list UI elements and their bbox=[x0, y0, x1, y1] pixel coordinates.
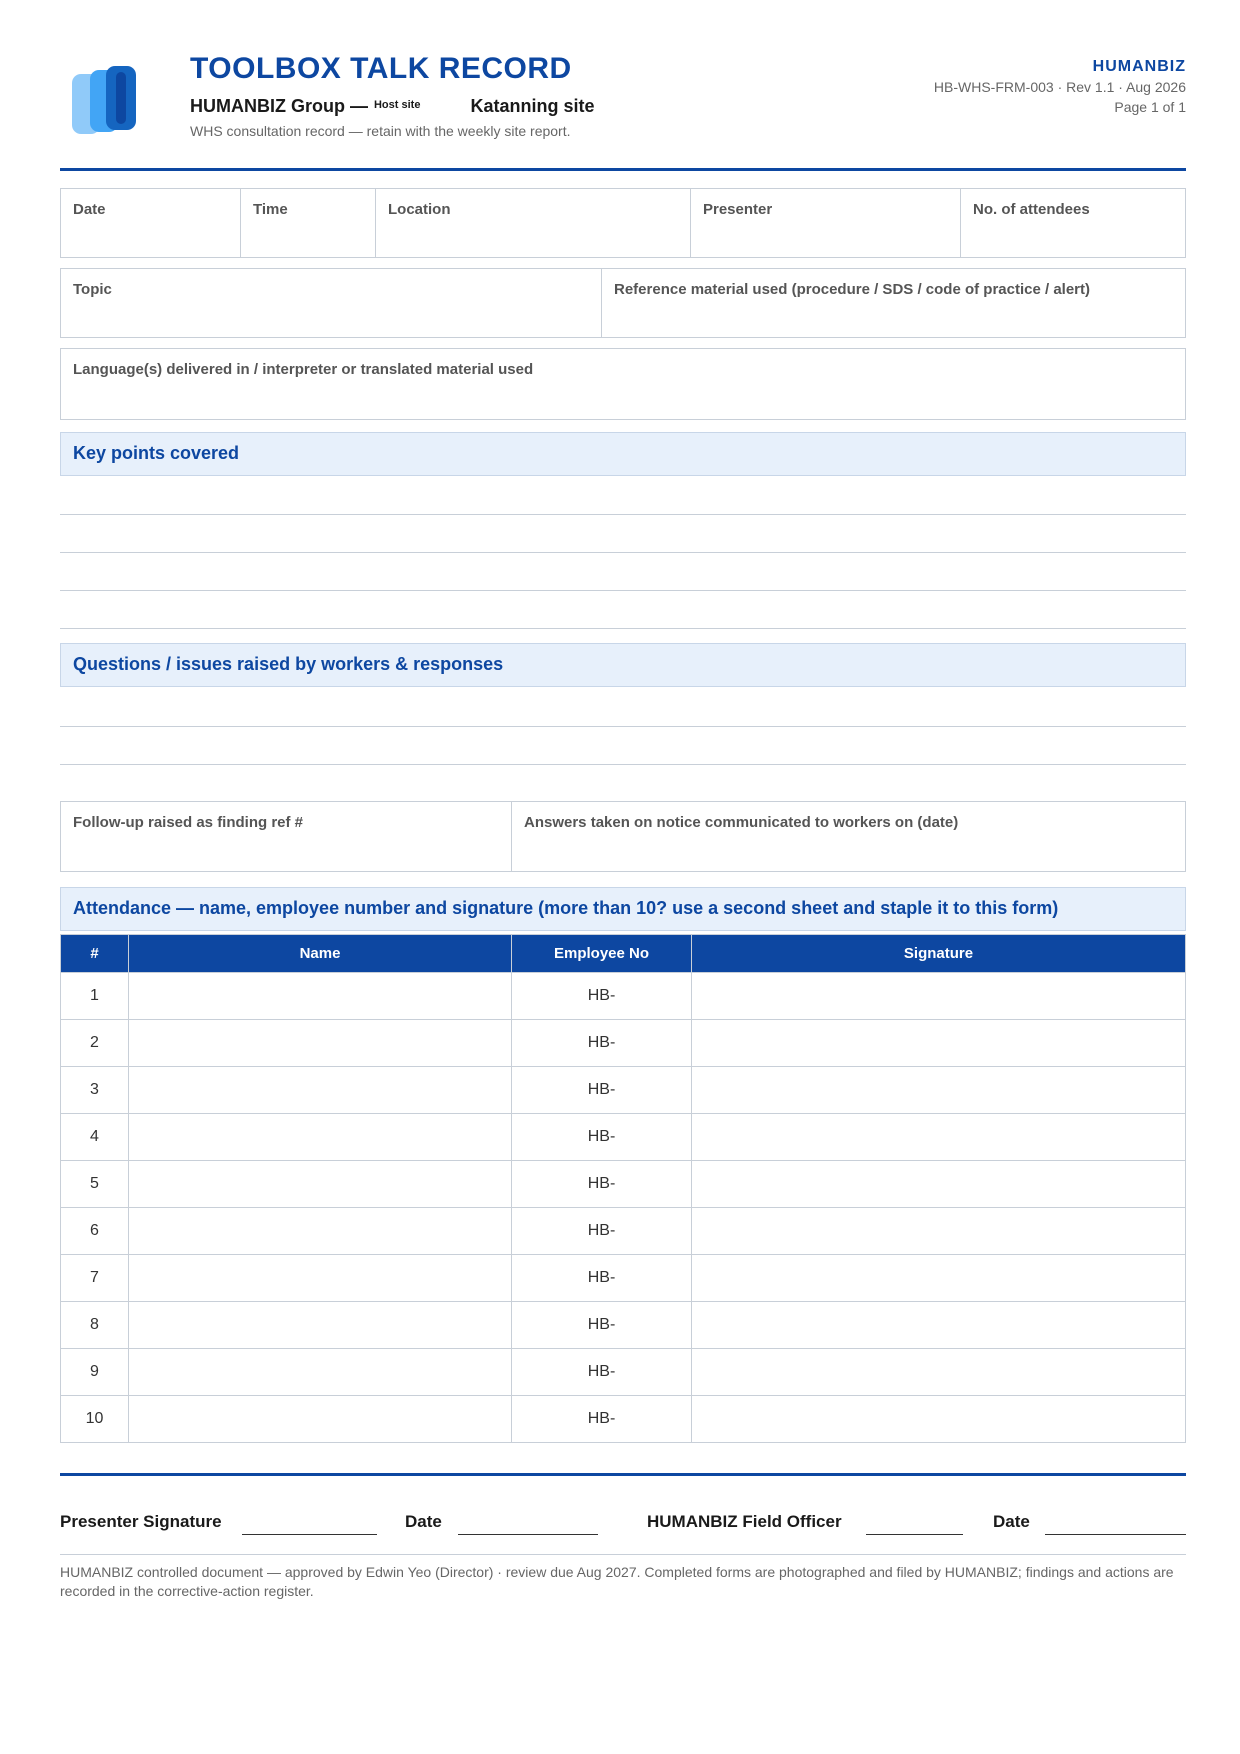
name-cell[interactable] bbox=[129, 973, 512, 1020]
table-row bbox=[61, 1302, 1186, 1349]
name-cell[interactable] bbox=[129, 1208, 512, 1255]
employee-no-cell[interactable]: HB- bbox=[512, 1208, 692, 1255]
questions-line[interactable] bbox=[60, 764, 1186, 765]
employee-no-cell[interactable]: HB- bbox=[512, 1302, 692, 1349]
employee-no-cell[interactable]: HB- bbox=[512, 1161, 692, 1208]
name-cell[interactable] bbox=[129, 1114, 512, 1161]
row-number: 3 bbox=[61, 1067, 129, 1114]
presenter-field[interactable]: Presenter bbox=[691, 189, 961, 257]
key-points-line[interactable] bbox=[60, 590, 1186, 591]
name-cell[interactable] bbox=[129, 1255, 512, 1302]
row-number: 6 bbox=[61, 1208, 129, 1255]
signature-cell[interactable] bbox=[692, 1114, 1186, 1161]
host-site-label: Host site bbox=[373, 99, 421, 111]
presenter-signature-label: Presenter Signature bbox=[60, 1512, 222, 1531]
group-name: HUMANBIZ Group — bbox=[190, 96, 368, 116]
row-number: 9 bbox=[61, 1349, 129, 1396]
field-officer-signature-line[interactable] bbox=[866, 1534, 963, 1535]
employee-no-cell[interactable]: HB- bbox=[512, 1067, 692, 1114]
table-row bbox=[61, 1067, 1186, 1114]
table-row bbox=[61, 1349, 1186, 1396]
table-row bbox=[61, 1020, 1186, 1067]
key-points-heading: Key points covered bbox=[60, 432, 1186, 476]
topic-field[interactable]: Topic bbox=[61, 269, 602, 337]
form-title: TOOLBOX TALK RECORD bbox=[190, 52, 572, 85]
officer-date-label: Date bbox=[993, 1512, 1030, 1531]
employee-no-cell[interactable]: HB- bbox=[512, 1349, 692, 1396]
language-field[interactable]: Language(s) delivered in / interpreter or translated material used bbox=[73, 361, 534, 378]
presenter-date-label: Date bbox=[405, 1512, 442, 1531]
humanbiz-logo-icon bbox=[70, 64, 152, 140]
followup-ref-field[interactable]: Follow-up raised as finding ref # bbox=[61, 802, 512, 871]
form-tagline: WHS consultation record — retain with the weekly site report. bbox=[190, 123, 571, 139]
table-row bbox=[61, 1255, 1186, 1302]
table-row bbox=[61, 1396, 1186, 1443]
questions-heading: Questions / issues raised by workers & responses bbox=[60, 643, 1186, 687]
header-rule bbox=[60, 168, 1186, 171]
organisation-line bbox=[190, 96, 594, 117]
signature-cell[interactable] bbox=[692, 1161, 1186, 1208]
row-number: 1 bbox=[61, 973, 129, 1020]
employee-no-cell[interactable]: HB- bbox=[512, 1114, 692, 1161]
table-row bbox=[61, 973, 1186, 1020]
time-field[interactable]: Time bbox=[241, 189, 376, 257]
name-cell[interactable] bbox=[129, 1161, 512, 1208]
row-number: 4 bbox=[61, 1114, 129, 1161]
signature-cell[interactable] bbox=[692, 1255, 1186, 1302]
followup-row bbox=[60, 801, 1186, 872]
employee-no-cell[interactable]: HB- bbox=[512, 1396, 692, 1443]
attendance-table bbox=[60, 934, 1186, 1443]
presenter-date-line[interactable] bbox=[458, 1534, 598, 1535]
column-header-signature: Signature bbox=[692, 935, 1186, 973]
questions-line[interactable] bbox=[60, 726, 1186, 727]
footer-divider bbox=[60, 1554, 1186, 1555]
name-cell[interactable] bbox=[129, 1396, 512, 1443]
employee-no-cell[interactable]: HB- bbox=[512, 1020, 692, 1067]
key-points-line[interactable] bbox=[60, 552, 1186, 553]
signature-cell[interactable] bbox=[692, 1396, 1186, 1443]
row-number: 2 bbox=[61, 1020, 129, 1067]
answers-communicated-field[interactable]: Answers taken on notice communicated to workers on (date) bbox=[524, 814, 959, 831]
name-cell[interactable] bbox=[129, 1067, 512, 1114]
employee-no-cell[interactable]: HB- bbox=[512, 973, 692, 1020]
site-name: Katanning site bbox=[470, 96, 595, 116]
signature-cell[interactable] bbox=[692, 1208, 1186, 1255]
footer-note: HUMANBIZ controlled document — approved by Edwin Yeo (Director) · review due Aug 2027. Completed forms are photographed and filed by HUMANBIZ; findings and actions are recorded in the corrective-action register. bbox=[60, 1564, 1174, 1599]
document-reference: HB-WHS-FRM-003 · Rev 1.1 · Aug 2026 bbox=[933, 79, 1186, 95]
signature-cell[interactable] bbox=[692, 1020, 1186, 1067]
table-header-row bbox=[61, 935, 1186, 973]
reference-material-field[interactable]: Reference material used (procedure / SDS / code of practice / alert) bbox=[614, 281, 1090, 298]
key-points-line[interactable] bbox=[60, 628, 1186, 629]
name-cell[interactable] bbox=[129, 1349, 512, 1396]
language-row bbox=[60, 348, 1186, 420]
brand-name: HUMANBIZ bbox=[1092, 58, 1186, 75]
name-cell[interactable] bbox=[129, 1020, 512, 1067]
page-number: Page 1 of 1 bbox=[1114, 99, 1186, 115]
presenter-signature-line[interactable] bbox=[242, 1534, 377, 1535]
row-number: 5 bbox=[61, 1161, 129, 1208]
name-cell[interactable] bbox=[129, 1302, 512, 1349]
employee-no-cell[interactable]: HB- bbox=[512, 1255, 692, 1302]
officer-date-line[interactable] bbox=[1045, 1534, 1186, 1535]
column-header-number: # bbox=[61, 935, 129, 973]
form-page bbox=[60, 0, 1186, 1599]
signature-cell[interactable] bbox=[692, 1067, 1186, 1114]
location-field[interactable]: Location bbox=[376, 189, 691, 257]
row-number: 8 bbox=[61, 1302, 129, 1349]
table-row bbox=[61, 1114, 1186, 1161]
table-row bbox=[61, 1208, 1186, 1255]
form-header bbox=[60, 0, 1186, 170]
row-number: 7 bbox=[61, 1255, 129, 1302]
date-field[interactable]: Date bbox=[61, 189, 241, 257]
signature-cell[interactable] bbox=[692, 1349, 1186, 1396]
column-header-employee-no: Employee No bbox=[512, 935, 692, 973]
details-row bbox=[60, 188, 1186, 258]
attendees-count-field[interactable]: No. of attendees bbox=[973, 201, 1090, 218]
signature-row bbox=[60, 1512, 1186, 1542]
row-number: 10 bbox=[61, 1396, 129, 1443]
field-officer-label: HUMANBIZ Field Officer bbox=[647, 1512, 842, 1531]
table-row bbox=[61, 1161, 1186, 1208]
signature-cell[interactable] bbox=[692, 973, 1186, 1020]
signature-cell[interactable] bbox=[692, 1302, 1186, 1349]
topic-row bbox=[60, 268, 1186, 338]
column-header-name: Name bbox=[129, 935, 512, 973]
footer-rule bbox=[60, 1473, 1186, 1476]
attendance-heading: Attendance — name, employee number and signature (more than 10? use a second sheet and staple it to this form) bbox=[60, 887, 1186, 931]
key-points-line[interactable] bbox=[60, 514, 1186, 515]
